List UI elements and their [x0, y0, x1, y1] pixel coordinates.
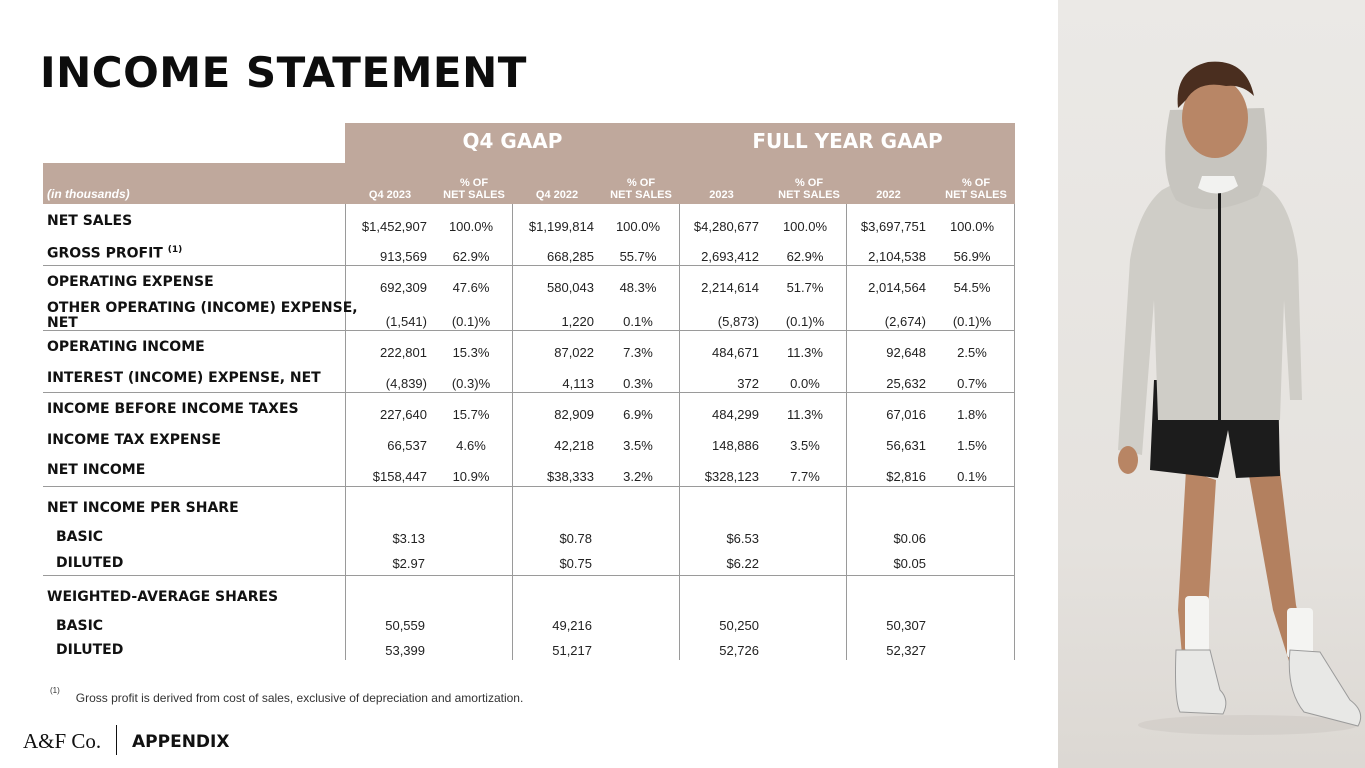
section-heading: WEIGHTED-AVERAGE SHARES	[47, 589, 279, 605]
cell-value: $328,123	[704, 469, 759, 484]
table-row	[43, 552, 1015, 576]
col-header-2023: 2023	[709, 189, 734, 201]
cell-value: 50,250	[719, 618, 759, 633]
row-label: GROSS PROFIT $^{(1)}$	[47, 245, 183, 262]
cell-pct: 55.7%	[619, 249, 657, 264]
cell-value: (1,541)	[385, 314, 427, 329]
cell-value: 1,220	[561, 314, 594, 329]
col-header-pct-3: % OF NET SALES	[778, 177, 840, 201]
cell-pct: 0.1%	[957, 469, 987, 484]
cell-pct: 7.7%	[790, 469, 820, 484]
section-label: APPENDIX	[132, 732, 230, 752]
cell-value: $6.53	[726, 531, 759, 546]
table-row	[43, 237, 1015, 265]
cell-pct: 100.0%	[949, 219, 995, 234]
cell-value: 2,214,614	[701, 280, 759, 295]
cell-value: $0.05	[893, 556, 926, 571]
model-illustration	[1058, 0, 1365, 768]
col-header-2022: 2022	[876, 189, 901, 201]
section-heading-row	[43, 586, 1015, 610]
cell-pct: 3.5%	[790, 438, 820, 453]
cell-value: 692,309	[380, 280, 427, 295]
cell-pct: 100.0%	[448, 219, 494, 234]
cell-value: 2,104,538	[868, 249, 926, 264]
cell-value: 50,307	[886, 618, 926, 633]
model-photo	[1058, 0, 1365, 768]
cell-value: 92,648	[886, 345, 926, 360]
cell-value: $1,199,814	[528, 219, 594, 234]
cell-value: 66,537	[387, 438, 427, 453]
cell-pct: 7.3%	[623, 345, 653, 360]
col-header-q4-2023: Q4 2023	[368, 189, 412, 201]
table-column-header	[43, 163, 1015, 204]
cell-value: 913,569	[380, 249, 427, 264]
cell-pct: 6.9%	[623, 407, 653, 422]
cell-value: 484,299	[712, 407, 759, 422]
row-label: INCOME TAX EXPENSE	[47, 432, 221, 448]
cell-pct: 0.0%	[790, 376, 820, 391]
table-row	[43, 269, 1015, 295]
cell-pct: 48.3%	[619, 280, 657, 295]
cell-value: $6.22	[726, 556, 759, 571]
row-divider	[43, 392, 1015, 393]
footer-divider	[116, 725, 117, 755]
company-logo: A&F Co.	[23, 729, 102, 753]
cell-value: $0.78	[559, 531, 592, 546]
section-heading: NET INCOME PER SHARE	[47, 500, 239, 516]
cell-pct: 10.9%	[452, 469, 490, 484]
cell-pct: 11.3%	[787, 407, 823, 422]
cell-pct: 3.5%	[623, 438, 653, 453]
footnote-marker: (1)	[167, 245, 183, 255]
cell-pct: 51.7%	[786, 280, 824, 295]
row-label: NET SALES	[47, 213, 133, 229]
cell-value: $4,280,677	[693, 219, 759, 234]
row-label: BASIC	[56, 618, 104, 634]
table-row	[43, 299, 1015, 329]
col-header-pct-2: % OF NET SALES	[610, 177, 672, 201]
cell-value: $3,697,751	[860, 219, 926, 234]
cell-value: 4,113	[562, 376, 594, 391]
group-header-q4: Q4 GAAP	[462, 129, 563, 153]
table-row	[43, 335, 1015, 363]
cell-value: $1,452,907	[361, 219, 427, 234]
cell-pct: (0.1)%	[952, 314, 992, 329]
cell-value: 42,218	[554, 438, 594, 453]
units-label: (in thousands)	[47, 187, 130, 201]
cell-value: 82,909	[554, 407, 594, 422]
cell-value: 52,726	[719, 643, 759, 658]
cell-value: 56,631	[886, 438, 926, 453]
col-header-q4-2022: Q4 2022	[535, 189, 579, 201]
col-header-pct-1: % OF NET SALES	[443, 177, 505, 201]
col-header-pct-4: % OF NET SALES	[945, 177, 1007, 201]
row-divider	[43, 265, 1015, 266]
row-label: DILUTED	[56, 642, 124, 658]
page-title: INCOME STATEMENT	[40, 48, 527, 97]
cell-value: 372	[737, 376, 759, 391]
cell-pct: 100.0%	[615, 219, 661, 234]
cell-value: 227,640	[380, 407, 427, 422]
cell-value: $3.13	[392, 531, 425, 546]
row-label: INTEREST (INCOME) EXPENSE, NET	[47, 370, 321, 386]
row-label: OPERATING EXPENSE	[47, 274, 214, 290]
cell-pct: 2.5%	[957, 345, 987, 360]
cell-value: 2,014,564	[868, 280, 926, 295]
table-row	[43, 458, 1015, 486]
cell-value: 484,671	[712, 345, 759, 360]
cell-pct: (0.1)%	[785, 314, 825, 329]
cell-value: 51,217	[552, 643, 592, 658]
cell-value: $158,447	[372, 469, 427, 484]
cell-pct: 56.9%	[953, 249, 991, 264]
cell-pct: 100.0%	[782, 219, 828, 234]
footnote-text: Gross profit is derived from cost of sales, exclusive of depreciation and amortization.	[75, 691, 524, 705]
row-label: DILUTED	[56, 555, 124, 571]
table-row	[43, 397, 1015, 425]
table-row	[43, 615, 1015, 639]
cell-value: $0.75	[559, 556, 592, 571]
section-heading-row	[43, 497, 1015, 521]
table-row	[43, 639, 1015, 663]
cell-pct: 3.2%	[623, 469, 653, 484]
group-header-full-year: FULL YEAR GAAP	[752, 129, 943, 153]
cell-value: 668,285	[547, 249, 594, 264]
cell-value: 50,559	[385, 618, 425, 633]
footnote	[50, 686, 524, 705]
cell-pct: 0.1%	[623, 314, 653, 329]
cell-pct: 11.3%	[787, 345, 823, 360]
row-divider	[43, 486, 1015, 487]
cell-pct: 54.5%	[953, 280, 991, 295]
cell-value: 53,399	[385, 643, 425, 658]
cell-value: $0.06	[893, 531, 926, 546]
cell-pct: (0.3)%	[451, 376, 491, 391]
cell-pct: 62.9%	[786, 249, 824, 264]
row-label: BASIC	[56, 529, 104, 545]
cell-value: 148,886	[712, 438, 759, 453]
cell-value: 2,693,412	[701, 249, 759, 264]
cell-value: 580,043	[547, 280, 594, 295]
cell-pct: (0.1)%	[451, 314, 491, 329]
cell-value: (2,674)	[884, 314, 926, 329]
cell-value: $2,816	[886, 469, 926, 484]
cell-pct: 15.7%	[452, 407, 490, 422]
row-label: OTHER OPERATING (INCOME) EXPENSE, NET	[47, 300, 358, 331]
cell-pct: 0.7%	[957, 376, 987, 391]
table-row	[43, 428, 1015, 456]
row-label: OPERATING INCOME	[47, 339, 205, 355]
cell-value: 222,801	[380, 345, 427, 360]
cell-pct: 4.6%	[456, 438, 486, 453]
cell-value: $38,333	[547, 469, 594, 484]
row-label: NET INCOME	[47, 462, 146, 478]
footnote-marker: (1)	[50, 686, 60, 695]
cell-pct: 0.3%	[623, 376, 653, 391]
cell-value: $2.97	[392, 556, 425, 571]
cell-pct: 1.8%	[957, 407, 987, 422]
cell-pct: 15.3%	[452, 345, 490, 360]
cell-value: 67,016	[886, 407, 926, 422]
cell-value: (4,839)	[385, 376, 427, 391]
cell-value: 87,022	[554, 345, 594, 360]
cell-pct: 62.9%	[452, 249, 490, 264]
cell-value: 25,632	[886, 376, 926, 391]
cell-pct: 47.6%	[452, 280, 490, 295]
cell-value: 52,327	[886, 643, 926, 658]
cell-value: (5,873)	[717, 314, 759, 329]
table-row	[43, 364, 1015, 392]
cell-value: 49,216	[552, 618, 592, 633]
cell-pct: 1.5%	[957, 438, 987, 453]
table-group-header	[345, 123, 1015, 163]
row-label: INCOME BEFORE INCOME TAXES	[47, 401, 299, 417]
table-row	[43, 526, 1015, 550]
